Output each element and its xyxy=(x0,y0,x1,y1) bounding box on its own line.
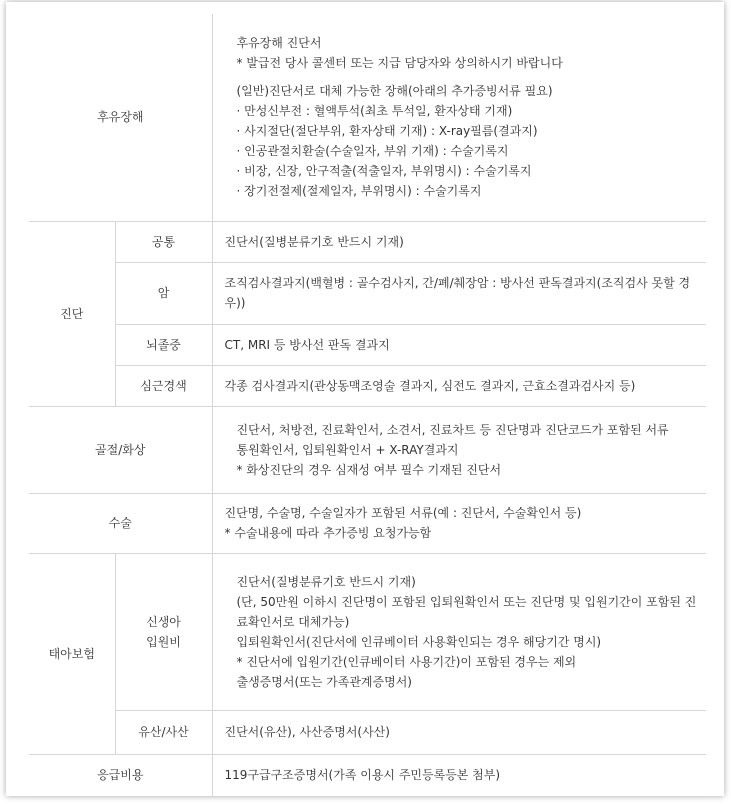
category-surgery: 수술 xyxy=(29,493,212,553)
table-row-surgery xyxy=(29,493,706,553)
table-row-jindan-cancer xyxy=(29,262,706,324)
subcategory-heart: 심근경색 xyxy=(115,365,212,406)
content-line: 진단서, 처방전, 진료확인서, 소견서, 진료차트 등 진단명과 진단코드가 포함된 서류 xyxy=(236,422,669,437)
category-huyu: 후유장해 xyxy=(29,14,212,221)
category-jindan: 진단 xyxy=(29,221,115,406)
table-row-jindan-heart xyxy=(29,365,706,406)
subcategory-miscarriage: 유산/사산 xyxy=(115,710,212,754)
content-line: 후유장해 진단서 xyxy=(236,36,322,51)
content-line: * 화상진단의 경우 심재성 여부 필수 기재된 진단서 xyxy=(236,462,502,477)
category-fetus: 태아보험 xyxy=(29,553,115,754)
subcategory-common: 공통 xyxy=(115,221,212,262)
content-line: · 만성신부전 : 혈액투석(최초 투석일, 환자상태 기재) xyxy=(236,104,513,119)
subcategory-stroke: 뇌졸중 xyxy=(115,324,212,365)
content-miscarriage: 진단서(유산), 사산증명서(사산) xyxy=(212,710,706,754)
content-line: 진단명, 수술명, 수술일자가 포함된 서류(예 : 진단서, 수술확인서 등) xyxy=(224,506,582,520)
claim-documents-table xyxy=(29,14,706,797)
table-row-fracture xyxy=(29,406,706,493)
table-row-fetus-miscarriage xyxy=(29,710,706,754)
table-row-fetus-newborn xyxy=(29,553,706,710)
content-common: 진단서(질병분류기호 반드시 기재) xyxy=(212,221,706,262)
content-line: * 수술내용에 따라 추가증빙 요청가능함 xyxy=(224,526,432,540)
content-line: 입퇴원확인서(진단서에 인큐베이터 사용확인되는 경우 해당기간 명시) xyxy=(236,634,602,649)
content-emergency: 119구급구조증명서(가족 이용시 주민등록등본 첨부) xyxy=(212,754,706,796)
content-line: * 진단서에 입원기간(인큐베이터 사용기간)이 포함된 경우는 제외 xyxy=(236,654,577,669)
subcategory-cancer: 암 xyxy=(115,262,212,324)
content-line: 통원확인서, 입퇴원확인서 + X-RAY결과지 xyxy=(236,442,459,457)
content-line: (단, 50만원 이하시 진단명이 포함된 입퇴원확인서 또는 진단명 및 입원기간이 포함된 진료확인서로 대체가능) xyxy=(236,594,697,629)
table-row-jindan-stroke xyxy=(29,324,706,365)
content-huyu xyxy=(212,14,706,221)
table-row-huyu xyxy=(29,14,706,221)
content-line: · 비장, 신장, 안구적출(적출일자, 부위명시) : 수술기록지 xyxy=(236,164,532,179)
content-line: 출생증명서(또는 가족관계증명서) xyxy=(236,674,412,689)
content-line: · 장기전절제(절제일자, 부위명시) : 수술기록지 xyxy=(236,184,482,199)
content-stroke: CT, MRI 등 방사선 판독 결과지 xyxy=(212,324,706,365)
category-emergency: 응급비용 xyxy=(29,754,212,796)
content-heart: 각종 검사결과지(관상동맥조영술 결과지, 심전도 결과지, 근효소결과검사지 등) xyxy=(212,365,706,406)
content-line: · 인공관절치환술(수술일자, 부위 기재) : 수술기록지 xyxy=(236,144,509,159)
content-line: · 사지절단(절단부위, 환자상태 기재) : X-ray필름(결과지) xyxy=(236,124,538,139)
subcategory-newborn-1: 신생아 xyxy=(146,614,181,629)
content-line: 진단서(질병분류기호 반드시 기재) xyxy=(236,574,416,589)
content-line: (일반)진단서로 대체 가능한 장해(아래의 추가증빙서류 필요) xyxy=(236,84,553,99)
subcategory-newborn-2: 입원비 xyxy=(146,634,181,649)
table-row-emergency xyxy=(29,754,706,796)
category-fracture: 골절/화상 xyxy=(29,406,212,493)
table-row-jindan-common xyxy=(29,221,706,262)
content-cancer: 조직검사결과지(백혈병 : 골수검사지, 간/폐/췌장암 : 방사선 판독결과지(조직검사 못할 경우)) xyxy=(224,276,691,310)
content-line: * 발급전 당사 콜센터 또는 지급 담당자와 상의하시기 바랍니다 xyxy=(236,56,563,71)
